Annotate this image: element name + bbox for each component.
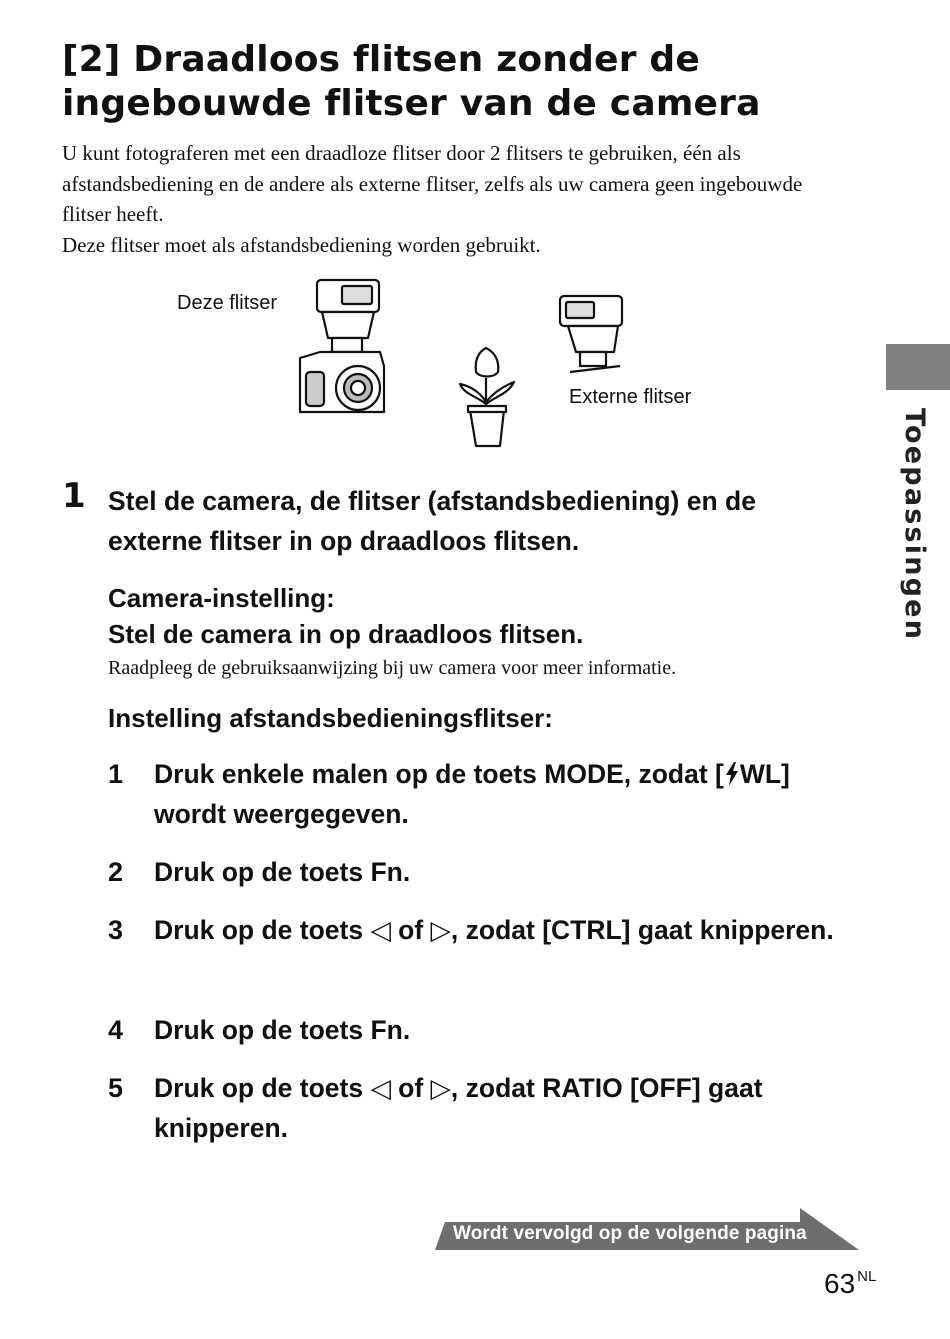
- step-text: Stel de camera, de flitser (afstandsbediening) en de externe flitser in op draadloos flitsen.: [108, 486, 756, 556]
- section-label: Toepassingen: [899, 408, 930, 642]
- page-suffix: NL: [857, 1268, 877, 1285]
- camera-setting-note: Raadpleeg de gebruiksaanwijzing bij uw camera voor meer informatie.: [108, 657, 677, 679]
- camera-with-flash-icon: [292, 276, 392, 422]
- label-this-flash: Deze flitser: [177, 292, 278, 314]
- camera-setting-instruction: Stel de camera in op draadloos flitsen.: [108, 619, 584, 649]
- step-number: 1: [62, 476, 86, 516]
- label-external-flash: Externe flitser: [569, 386, 692, 408]
- flash-bolt-icon: [724, 762, 740, 786]
- page-number: 63 $^{NL}$: [824, 1268, 877, 1299]
- continue-banner: [435, 1208, 860, 1252]
- continue-label: Wordt vervolgd op de volgende pagina: [453, 1223, 807, 1244]
- remote-setting-heading: Instelling afstandsbedieningsflitser:: [108, 703, 553, 733]
- camera-setting-heading: Camera-instelling:: [108, 583, 335, 613]
- page-title: [2] Draadloos flitsen zonder de ingebouwde flitser van de camera: [62, 39, 761, 124]
- flower-icon: [456, 344, 520, 450]
- intro-note: Deze flitser moet als afstandsbediening worden gebruikt.: [62, 232, 541, 257]
- intro-paragraph: U kunt fotograferen met een draadloze flitser door 2 flitsers te gebruiken, één als afstandsbediening en de andere als externe flitser, zelfs als uw camera geen ingebouwde flitser heeft.: [62, 141, 803, 226]
- intro-text: [62, 138, 852, 260]
- illustration: [170, 272, 730, 452]
- external-flash-icon: [556, 292, 630, 378]
- section-tab: [886, 344, 950, 390]
